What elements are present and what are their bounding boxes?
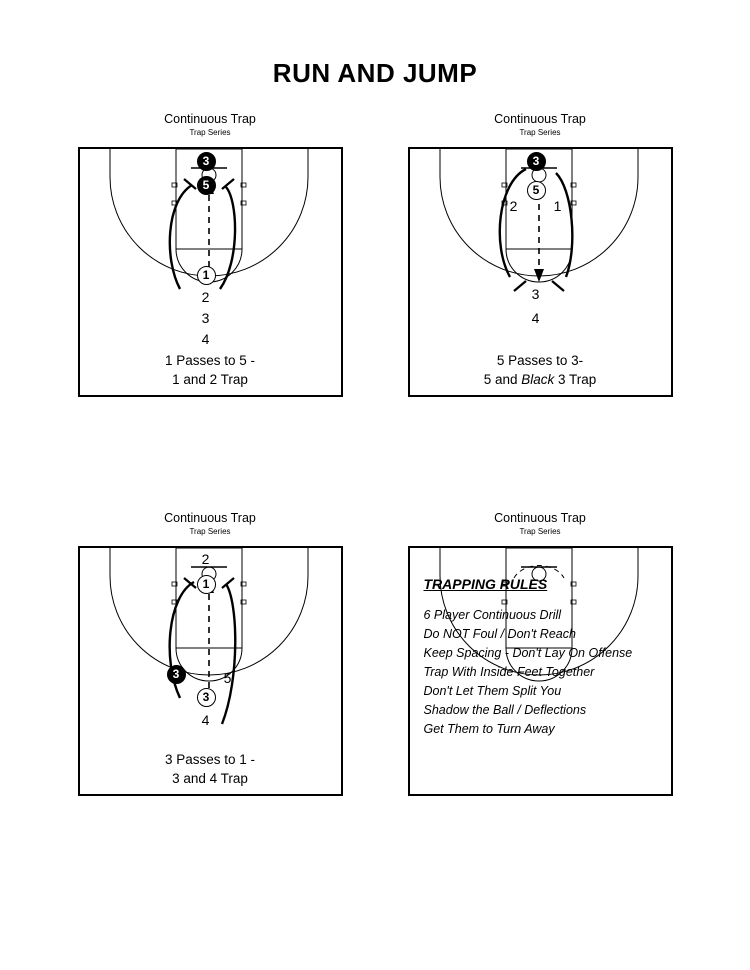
list-item: Shadow the Ball / Deflections — [423, 703, 587, 717]
player-marker: 3 — [167, 665, 186, 684]
rules-list — [424, 606, 662, 739]
list-item: Trap With Inside Feet Together — [423, 665, 595, 679]
caption-line-1: 5 Passes to 3- — [496, 353, 584, 368]
panel-header — [395, 112, 685, 139]
caption-text-a: 5 and — [483, 372, 522, 387]
basketball-court-diagram — [78, 546, 343, 796]
diagram-panel-4 — [395, 511, 685, 796]
caption-line-2: 1 and 2 Trap — [172, 372, 248, 387]
player-marker: 5 — [527, 181, 546, 200]
player-number: 2 — [201, 289, 210, 305]
panel-title: Continuous Trap — [164, 112, 256, 126]
player-marker: 1 — [197, 266, 216, 285]
player-number: 4 — [201, 331, 210, 347]
rules-title: TRAPPING RULES — [423, 576, 548, 592]
list-item: Keep Spacing - Don't Lay On Offense — [423, 646, 633, 660]
caption-text-emphasis: Black — [521, 372, 555, 387]
caption-line-2 — [410, 370, 671, 389]
player-marker: 5 — [197, 176, 216, 195]
list-item: Do NOT Foul / Don't Reach — [423, 627, 576, 641]
player-marker: 3 — [197, 152, 216, 171]
caption-line-1: 1 Passes to 5 - — [164, 353, 256, 368]
panel-title: Continuous Trap — [164, 511, 256, 525]
player-number: 2 — [201, 551, 210, 567]
panel-caption — [410, 351, 671, 389]
panel-subtitle: Trap Series — [189, 527, 231, 536]
list-item: 6 Player Continuous Drill — [423, 608, 562, 622]
panel-subtitle: Trap Series — [519, 128, 561, 137]
caption-text-b: 3 Trap — [554, 372, 597, 387]
player-number: 2 — [509, 198, 518, 214]
caption-line-2: 3 and 4 Trap — [172, 771, 248, 786]
panel-caption — [80, 750, 341, 788]
basketball-court-diagram — [408, 546, 673, 796]
panel-subtitle: Trap Series — [189, 128, 231, 137]
player-number: 4 — [201, 712, 210, 728]
list-item: Get Them to Turn Away — [423, 722, 555, 736]
page-title: RUN AND JUMP — [272, 58, 478, 88]
panel-header — [395, 511, 685, 538]
player-number: 4 — [531, 310, 540, 326]
player-marker: 3 — [197, 688, 216, 707]
player-marker: 1 — [197, 575, 216, 594]
panel-header — [65, 511, 355, 538]
panel-caption — [80, 351, 341, 389]
diagram-panel-3 — [65, 511, 355, 796]
panel-title: Continuous Trap — [494, 511, 586, 525]
trapping-rules-block — [424, 576, 662, 739]
player-number: 3 — [531, 286, 540, 302]
diagram-panel-2 — [395, 112, 685, 397]
panel-header — [65, 112, 355, 139]
diagram-panel-1 — [65, 112, 355, 397]
player-number: 1 — [553, 198, 562, 214]
panel-subtitle: Trap Series — [519, 527, 561, 536]
player-marker: 3 — [527, 152, 546, 171]
basketball-court-diagram — [408, 147, 673, 397]
basketball-court-diagram — [78, 147, 343, 397]
panel-title: Continuous Trap — [494, 112, 586, 126]
caption-line-1: 3 Passes to 1 - — [164, 752, 256, 767]
list-item: Don't Let Them Split You — [423, 684, 562, 698]
player-number: 5 — [223, 670, 232, 686]
player-number: 3 — [201, 310, 210, 326]
